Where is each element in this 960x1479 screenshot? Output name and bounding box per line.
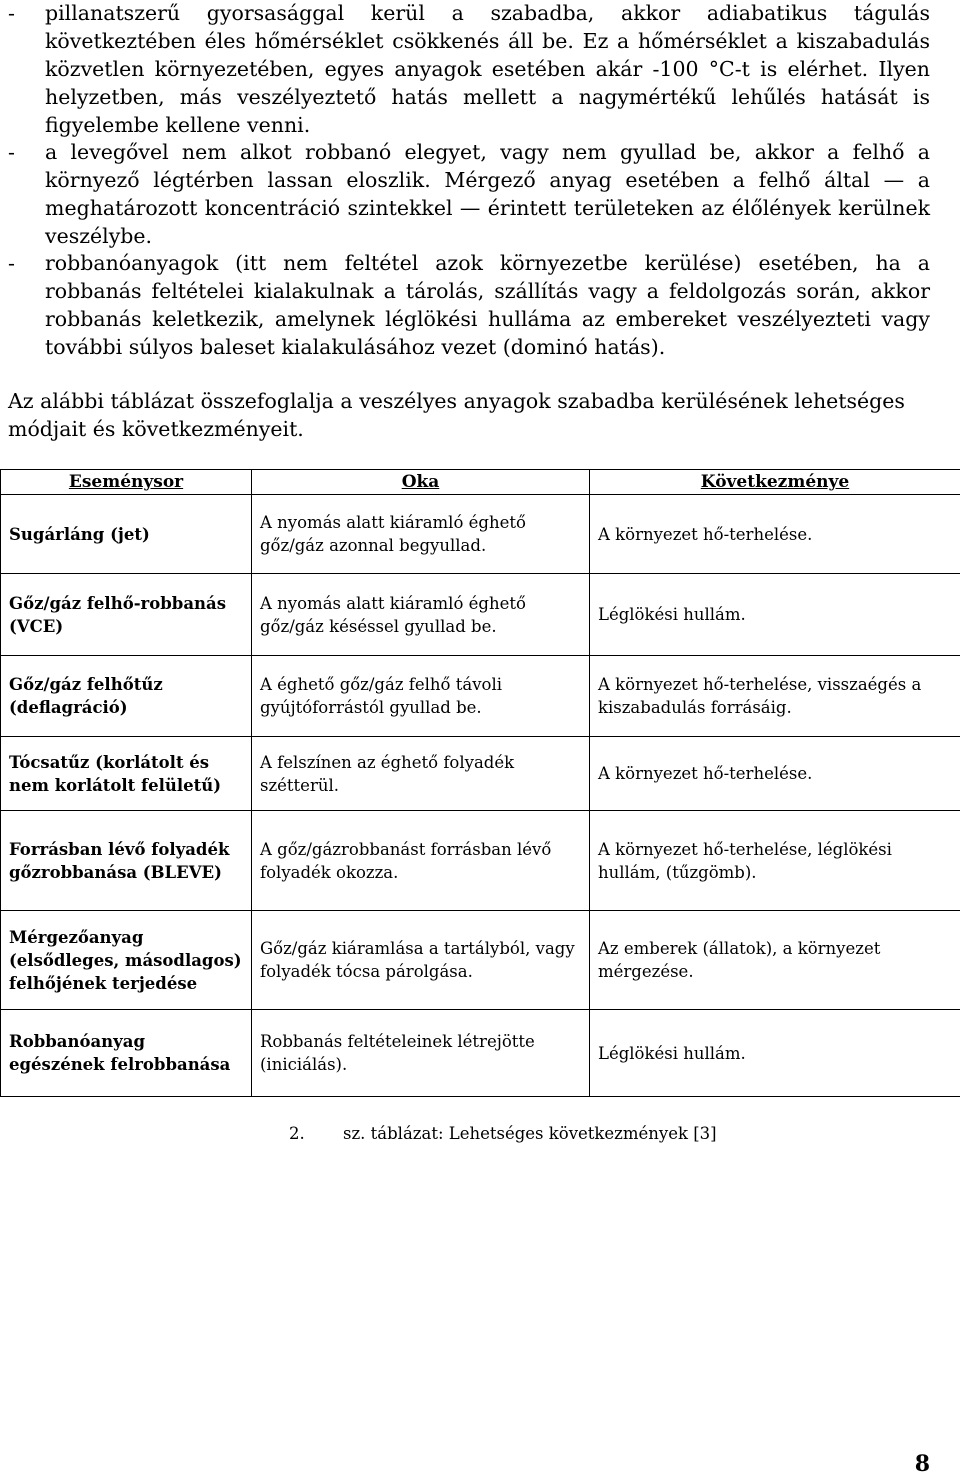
effect-cell: Az emberek (állatok), a környezet mérgezése. — [590, 911, 960, 1010]
intro-paragraph: Az alábbi táblázat összefoglalja a veszélyes anyagok szabadba kerülésének lehetséges módjait és következményeit. — [8, 389, 905, 441]
table-row — [1, 1010, 960, 1097]
event-cell: Tócsatűz (korlátolt és nem korlátolt felületű) — [1, 737, 252, 811]
header-cause: Oka — [252, 470, 590, 495]
table-row — [1, 811, 960, 911]
cause-cell: Gőz/gáz kiáramlása a tartályból, vagy folyadék tócsa párolgása. — [252, 911, 590, 1010]
header-event: Eseménysor — [1, 470, 252, 495]
table-row — [1, 911, 960, 1010]
bullet-item — [8, 138, 930, 250]
bullet-item — [8, 0, 930, 139]
table-header-row — [1, 470, 960, 495]
bullet-text: robbanóanyagok (itt nem feltétel azok környezetbe kerülése) esetében, ha a robbanás feltételei kialakulnak a tárolás, szállítás vagy a feldolgozás során, akkor robbanás keletkezik, amelynek léglökési hulláma az embereket veszélyezteti vagy további súlyos baleset kialakulásához vezet (dominó hatás). — [45, 251, 930, 359]
effect-cell: A környezet hő-terhelése. — [590, 737, 960, 811]
cause-cell: A gőz/gázrobbanást forrásban lévő folyadék okozza. — [252, 811, 590, 911]
event-cell: Gőz/gáz felhő-robbanás (VCE) — [1, 574, 252, 656]
cause-cell: A nyomás alatt kiáramló éghető gőz/gáz azonnal begyullad. — [252, 495, 590, 574]
event-cell: Gőz/gáz felhőtűz (deflagráció) — [1, 656, 252, 737]
effect-cell: A környezet hő-terhelése. — [590, 495, 960, 574]
table-row — [1, 656, 960, 737]
event-cell: Robbanóanyag egészének felrobbanása — [1, 1010, 252, 1097]
effect-cell: Léglökési hullám. — [590, 1010, 960, 1097]
effect-cell: Léglökési hullám. — [590, 574, 960, 656]
event-cell: Forrásban lévő folyadék gőzrobbanása (BLEVE) — [1, 811, 252, 911]
page-number: 8 — [914, 1451, 930, 1477]
event-cell: Mérgezőanyag (elsődleges, másodlagos) felhőjének terjedése — [1, 911, 252, 1010]
bullet-text: a levegővel nem alkot robbanó elegyet, vagy nem gyullad be, akkor a felhő a környező légtérben lassan eloszlik. Mérgező anyag esetében a felhő által — a meghatározott koncentráció szintekkel — érintett területeken az élőlények kerülnek veszélybe. — [45, 140, 930, 248]
cause-cell: Robbanás feltételeinek létrejötte (iniciálás). — [252, 1010, 590, 1097]
table-row — [1, 574, 960, 656]
header-effect: Következménye — [590, 470, 960, 495]
cause-cell: A felszínen az éghető folyadék szétterül. — [252, 737, 590, 811]
event-cell: Sugárláng (jet) — [1, 495, 252, 574]
bullet-dash: - — [8, 140, 15, 164]
table-row — [1, 495, 960, 574]
cause-cell: A éghető gőz/gáz felhő távoli gyújtóforrástól gyullad be. — [252, 656, 590, 737]
effect-cell: A környezet hő-terhelése, léglökési hullám, (tűzgömb). — [590, 811, 960, 911]
caption-number: 2. — [289, 1124, 305, 1143]
consequences-table — [0, 469, 960, 1097]
cause-cell: A nyomás alatt kiáramló éghető gőz/gáz késéssel gyullad be. — [252, 574, 590, 656]
bullet-dash: - — [8, 251, 15, 275]
bullet-text: pillanatszerű gyorsasággal kerül a szabadba, akkor adiabatikus tágulás következtében éles hőmérséklet csökkenés áll be. Ez a hőmérséklet a kiszabadulás közvetlen környezetében, egyes anyagok esetében akár -100 °C-t is elérhet. Ilyen helyzetben, más veszélyeztető hatás mellett a nagymértékű lehűlés hatását is figyelembe kellene venni. — [45, 1, 930, 137]
bullet-item — [8, 249, 930, 361]
table-row — [1, 737, 960, 811]
effect-cell: A környezet hő-terhelése, visszaégés a kiszabadulás forrásáig. — [590, 656, 960, 737]
table-caption — [289, 1122, 717, 1146]
caption-text: sz. táblázat: Lehetséges következmények [3] — [343, 1124, 717, 1143]
bullet-dash: - — [8, 1, 15, 25]
